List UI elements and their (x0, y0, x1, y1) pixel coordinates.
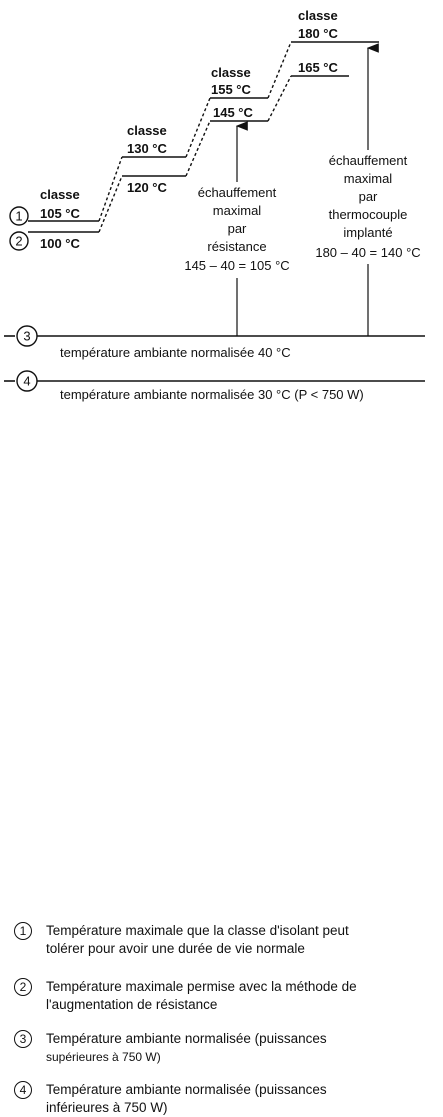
class-label-word-4: classe (298, 8, 338, 23)
annotation-thermocouple-2: maximal (343, 171, 393, 186)
legend-circle-4: 4 (14, 1081, 32, 1099)
svg-text:2: 2 (15, 233, 23, 249)
annotation-thermocouple-3: par (358, 189, 378, 204)
resistance-temp-100: 100 °C (40, 236, 80, 251)
annotation-thermocouple-4: thermocouple (328, 207, 408, 222)
legend-circle-3: 3 (14, 1030, 32, 1048)
temperature-diagram-svg (0, 0, 443, 470)
resistance-temp-120: 120 °C (127, 180, 167, 195)
class-label-word-2: classe (127, 123, 167, 138)
annotation-resistance-1: échauffement (197, 185, 277, 200)
class-label-word-1: classe (40, 187, 80, 202)
legend-text-2-line2: l'augmentation de résistance (46, 997, 218, 1012)
circle-marker-1 (10, 207, 28, 225)
legend-text-3-line2: supérieures à 750 W) (46, 1050, 161, 1064)
legend-circle-2: 2 (14, 978, 32, 996)
ambient-line-40 (4, 326, 425, 346)
legend-circle-1: 1 (14, 922, 32, 940)
class-label-temp-105: 105 °C (40, 206, 80, 221)
legend-text-1-line1: Température maximale que la classe d'isolant peut (46, 923, 349, 938)
ambient-40-label: température ambiante normalisée 40 °C (60, 345, 291, 360)
class-label-word-3: classe (211, 65, 251, 80)
legend-text-2-line1: Température maximale permise avec la méthode de (46, 979, 357, 994)
legend-text-4-line1: Température ambiante normalisée (puissances (46, 1082, 327, 1097)
resistance-temp-165: 165 °C (298, 60, 338, 75)
annotation-resistance-2: maximal (212, 203, 262, 218)
annotation-thermocouple-1: échauffement (328, 153, 408, 168)
class-label-temp-130: 130 °C (127, 141, 167, 156)
legend-text-3-line1: Température ambiante normalisée (puissances (46, 1031, 327, 1046)
legend-text-4-line2: inférieures à 750 W) (46, 1100, 168, 1115)
annotation-resistance-4: résistance (207, 239, 267, 254)
legend-text-1-line2: tolérer pour avoir une durée de vie normale (46, 941, 305, 956)
svg-text:4: 4 (23, 373, 31, 389)
annotation-thermocouple-6: 180 – 40 = 140 °C (315, 245, 421, 260)
ambient-30-label: température ambiante normalisée 30 °C (P < 750 W) (60, 387, 364, 402)
class-label-temp-180: 180 °C (298, 26, 338, 41)
svg-text:1: 1 (15, 208, 23, 224)
resistance-temp-145: 145 °C (213, 105, 253, 120)
svg-text:3: 3 (23, 328, 31, 344)
annotation-resistance-5: 145 – 40 = 105 °C (184, 258, 290, 273)
annotation-resistance-3: par (227, 221, 247, 236)
annotation-thermocouple-5: implanté (343, 225, 393, 240)
class-label-temp-155: 155 °C (211, 82, 251, 97)
circle-marker-2 (10, 232, 28, 250)
